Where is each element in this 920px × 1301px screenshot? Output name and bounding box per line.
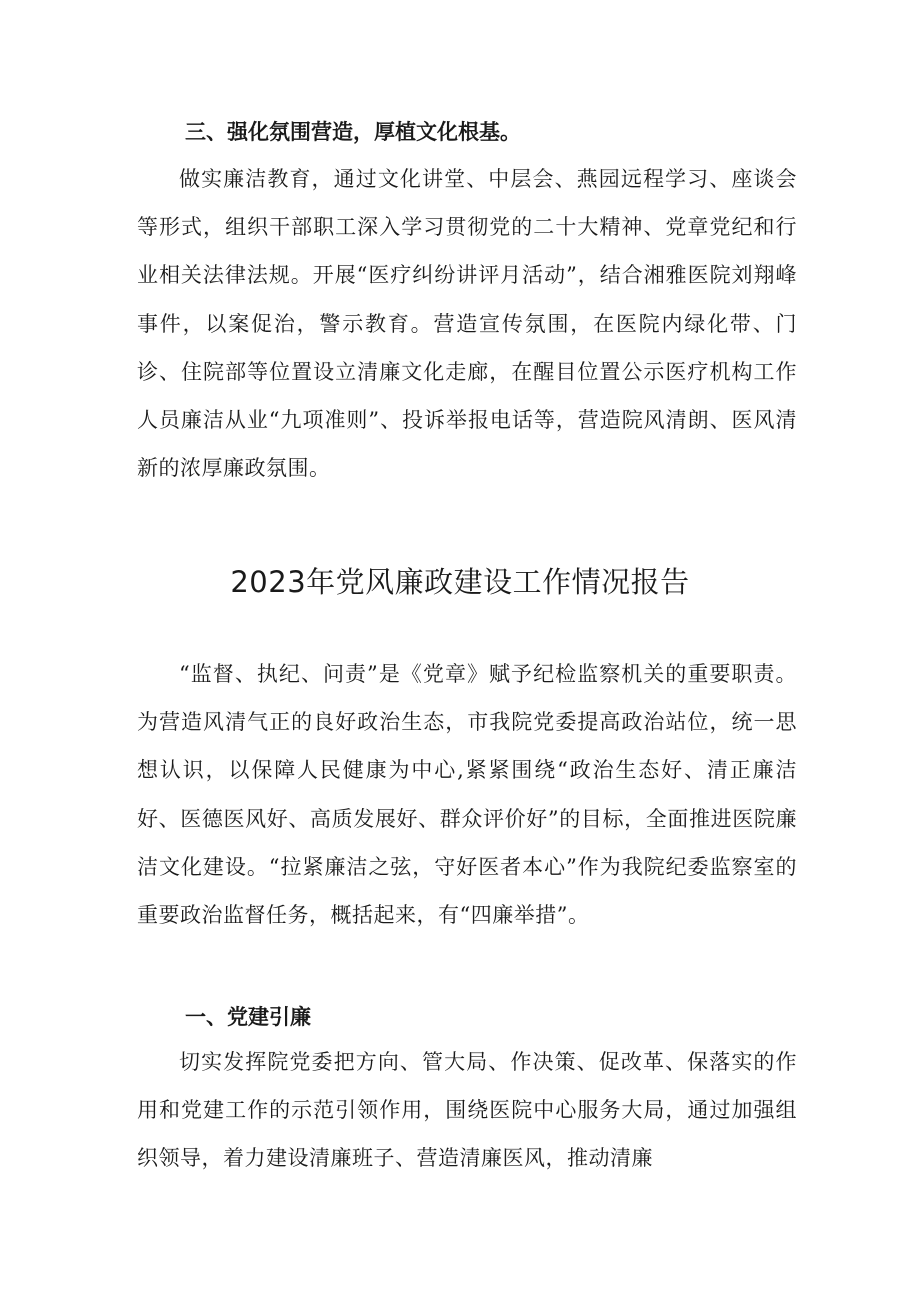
- report-intro-paragraph: “监督、执纪、问责”是《党章》赋予纪检监察机关的重要职责。为营造风清气正的良好政治生态，市我院党委提高政治站位，统一思想认识，以保障人民健康为中心,紧紧围绕“政治生态好、清正廉洁好、医德医风好、高质发展好、群众评价好”的目标，全面推进医院廉洁文化建设。“拉紧廉洁之弦，守好医者本心”作为我院纪委监察室的重要政治监督任务，概括起来，有“四廉举措”。: [137, 662, 797, 928]
- report-title: 2023年党风廉政建设工作情况报告: [230, 565, 690, 599]
- section-one-paragraph: 切实发挥院党委把方向、管大局、作决策、促改革、保落实的作用和党建工作的示范引领作用，围绕医院中心服务大局，通过加强组织领导，着力建设清廉班子、营造清廉医风，推动清廉: [137, 1050, 797, 1171]
- section-three-paragraph: 做实廉洁教育，通过文化讲堂、中层会、燕园远程学习、座谈会等形式，组织干部职工深入学习贯彻党的二十大精神、党章党纪和行业相关法律法规。开展“医疗纠纷讲评月活动”，结合湘雅医院刘翔峰事件，以案促治，警示教育。营造宣传氛围，在医院内绿化带、门诊、住院部等位置设立清廉文化走廊，在醒目位置公示医疗机构工作人员廉洁从业“九项准则”、投诉举报电话等，营造院风清朗、医风清新的浓厚廉政氛围。: [137, 167, 797, 481]
- section-one-heading: 一、党建引廉: [185, 1005, 311, 1029]
- section-three-heading: 三、强化氛围营造，厚植文化根基。: [185, 120, 521, 144]
